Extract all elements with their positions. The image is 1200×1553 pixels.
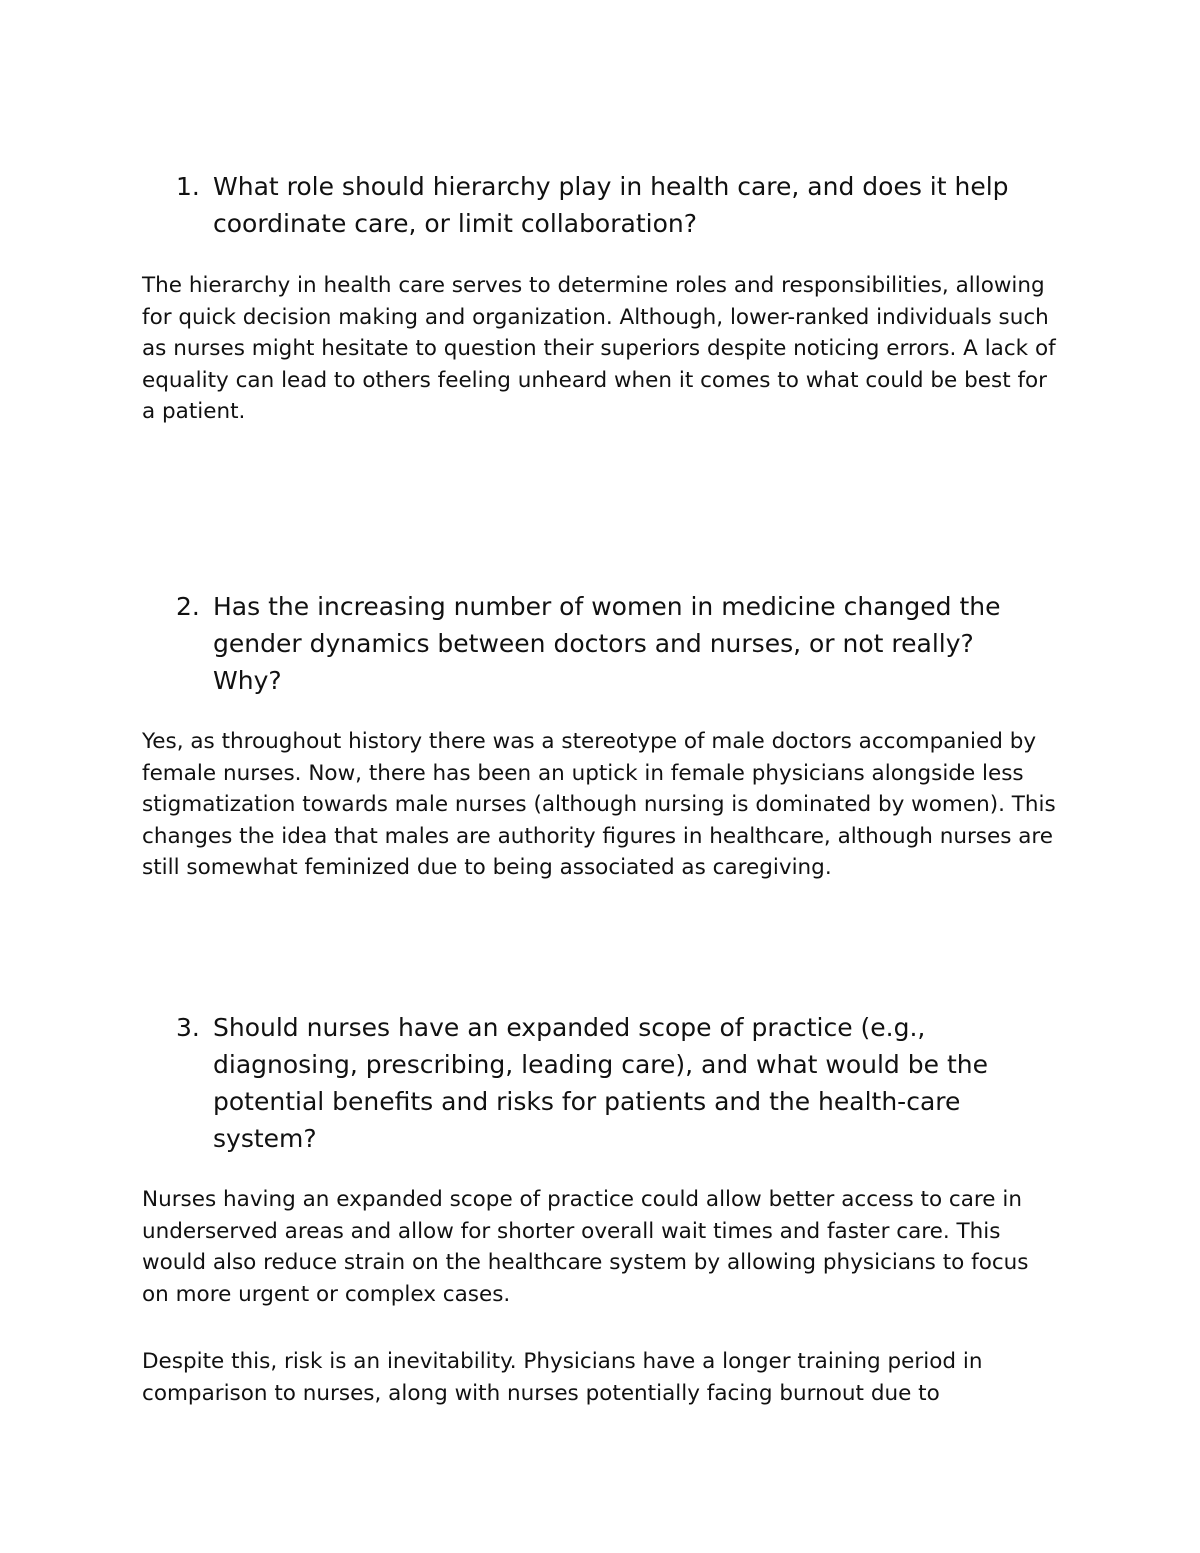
question-1-number: 1. bbox=[176, 172, 200, 201]
question-2-number: 2. bbox=[176, 592, 200, 621]
question-2 bbox=[176, 588, 1046, 699]
answer-1-paragraph: The hierarchy in health care serves to determine roles and responsibilities, allowing for quick decision making and organization. Although, lower-ranked individuals such as nurses might hesitate to question their superiors despite noticing errors. A lack of equality can lead to others feeling unheard when it comes to what could be best for a patient. bbox=[142, 273, 1056, 425]
answer-3-paragraph-2: Despite this, risk is an inevitability. Physicians have a longer training period in comparison to nurses, along with nurses potentially facing burnout due to bbox=[142, 1349, 983, 1406]
answer-3-paragraph-1: Nurses having an expanded scope of practice could allow better access to care in underserved areas and allow for shorter overall wait times and faster care. This would also reduce strain on the healthcare system by allowing physicians to focus on more urgent or complex cases. bbox=[142, 1187, 1029, 1307]
question-3 bbox=[176, 1009, 1046, 1157]
question-1-text: What role should hierarchy play in health care, and does it help coordinate care, or limit collaboration? bbox=[213, 172, 1009, 238]
question-2-text: Has the increasing number of women in medicine changed the gender dynamics between doctors and nurses, or not really? Why? bbox=[213, 592, 1001, 695]
question-1 bbox=[176, 168, 1046, 242]
question-3-text: Should nurses have an expanded scope of practice (e.g., diagnosing, prescribing, leading care), and what would be the potential benefits and risks for patients and the health-care system? bbox=[213, 1013, 988, 1153]
question-3-number: 3. bbox=[176, 1013, 200, 1042]
answer-2-paragraph: Yes, as throughout history there was a stereotype of male doctors accompanied by female nurses. Now, there has been an uptick in female physicians alongside less stigmatization towards male nurses (although nursing is dominated by women). This changes the idea that males are authority figures in healthcare, although nurses are still somewhat feminized due to being associated as caregiving. bbox=[142, 729, 1056, 881]
